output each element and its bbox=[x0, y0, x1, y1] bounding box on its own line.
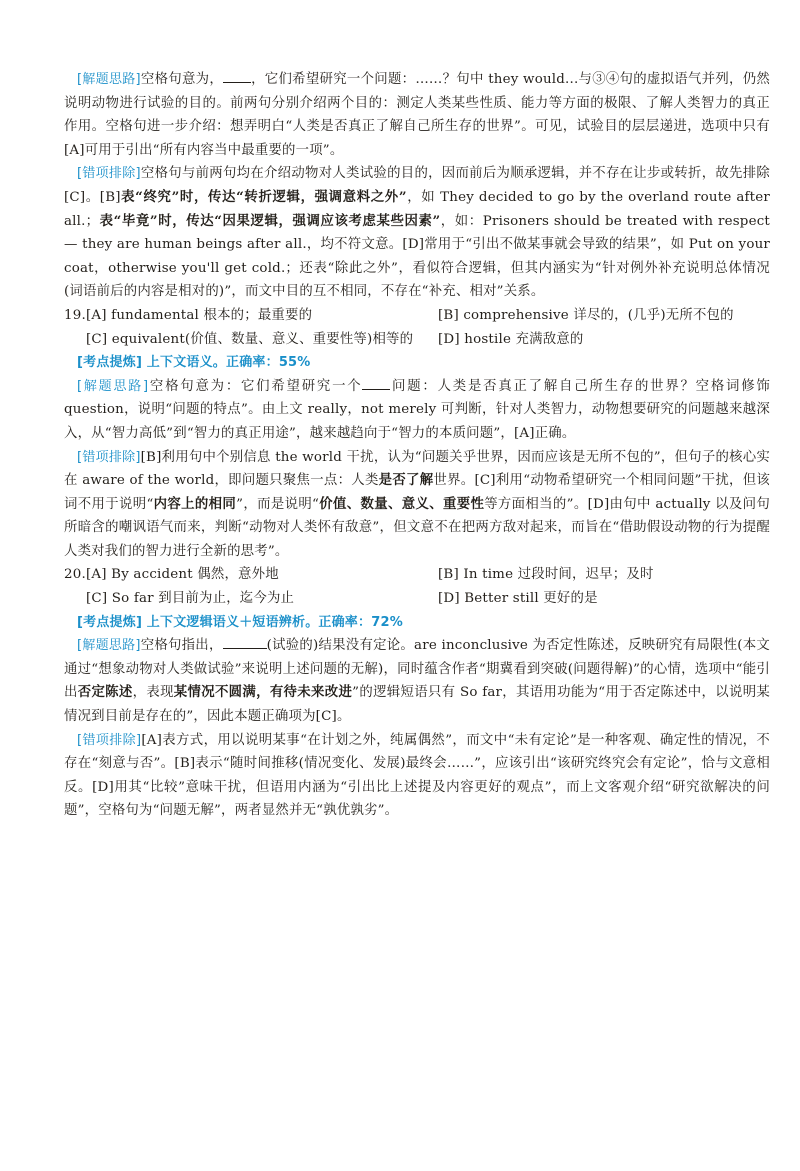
q20-options-row1 bbox=[64, 563, 770, 587]
option-d: [D] Better still 更好的是 bbox=[438, 591, 598, 607]
q20-options-row2 bbox=[86, 587, 770, 611]
q18-thought: [解题思路]空格句意为， ，它们希望研究一个问题：……？句中 they would...与③④句的虚拟语气并列，仍然说明动物进行试验的目的。前两句分别介绍两个目的：测定人类某些性质、能力等方面的极限、了解人类智力的真正作用。空格句进一步介绍：想弄明白“人类是否真正了解自己所生存的世界”。可见，试验目的层层递进，选项中只有[A]可用于引出“所有内容当中最重要的一项”。 bbox=[64, 68, 770, 162]
question-number: 19. bbox=[64, 307, 86, 323]
option-b: [B] In time 过段时间，迟早；及时 bbox=[438, 567, 654, 583]
tag-error: [错项排除] bbox=[77, 732, 142, 748]
option-c: [C] So far 到目前为止，迄今为止 bbox=[86, 591, 295, 607]
q19-options-row2 bbox=[86, 328, 770, 352]
tag-error: [错项排除] bbox=[77, 449, 141, 465]
tag-thought: [解题思路] bbox=[77, 72, 141, 87]
q20-error: [错项排除][A]表方式，用以说明某事“在计划之外，纯属偶然”，而文中“未有定论”是一种客观、确定性的情况，不存在“刻意与否”。[B]表示“随时间推移(情况变化、发展)最终会……”，应该引出“该研究终究会有定论”，恰与文意相反。[D]用其“比较”意味干扰，但语用内涵为“引出比上述提及内容更好的观点”，而上文客观介绍“研究欲解决的问题”，空格句为“问题无解”，两者显然并无“孰优孰劣”。 bbox=[64, 732, 770, 819]
q20-thought: [解题思路]空格句指出， (试验的)结果没有定论。are inconclusive 为否定性陈述，反映研究有局限性(本文通过“想象动物对人类做试验”来说明上述问题的无解)，同时蕴含作者“期冀看到突破(问题得解)”的心情，选项中“能引出否定陈述，表现某情况不圆满，有待未来改进”的逻辑短语只有 So far，其语用功能为“用于否定陈述中，以说明某情况到目前是存在的”，因此本题正确项为[C]。 bbox=[64, 634, 770, 728]
q19-error: [错项排除][B]利用句中个别信息 the world 干扰，认为“问题关乎世界，因而应该是无所不包的”，但句子的核心实在 aware of the world，即问题只聚焦一点：人类是否了解世界。[C]利用“动物希望研究一个相同问题”干扰，但该词不用于说明“内容上的相同”，而是说明“价值、数量、意义、重要性等方面相当的”。[D]由句中 actually 以及问句所暗含的嘲讽语气而来，判断“动物对人类怀有敌意”，但文意不在把两方敌对起来，而旨在“借助假设动物的行为提醒人类对我们的智力进行全新的思考”。 bbox=[64, 449, 771, 559]
tag-thought: [解题思路] bbox=[77, 378, 149, 394]
answer-blank bbox=[223, 634, 267, 649]
question-number: 20. bbox=[64, 567, 86, 583]
option-a: [A] fundamental 根本的；最重要的 bbox=[86, 307, 313, 323]
answer-blank bbox=[362, 375, 390, 390]
q18-error: [错项排除]空格句与前两句均在介绍动物对人类试验的目的，因而前后为顺承逻辑，并不存在让步或转折，故先排除[C]。[B]表“终究”时，传达“转折逻辑，强调意料之外”，如 They decided to go by the overland route after all.；表“毕竟”时，传达“因果逻辑，强调应该考虑某些因素”，如：Prisoners should be treated with respect — they are human beings after all.，均不符文意。[D]常用于“引出不做某事就会导致的结果”，如 Put on your coat，otherwise you'll get cold.；还表“除此之外”，看似符合逻辑，但其内涵实为“针对例外补充说明总体情况(词语前后的内容是相对的)”，而文中目的互不相同，不存在“补充、相对”关系。 bbox=[64, 166, 771, 300]
q19-options-row1 bbox=[64, 304, 770, 328]
q20-point: [考点提炼] 上下文逻辑语义＋短语辨析。正确率：72% bbox=[77, 614, 403, 630]
accuracy-rate: 72% bbox=[371, 614, 403, 630]
option-a: [A] By accident 偶然，意外地 bbox=[86, 567, 279, 583]
option-d: [D] hostile 充满敌意的 bbox=[438, 331, 584, 347]
tag-error: [错项排除] bbox=[77, 166, 141, 182]
option-b: [B] comprehensive 详尽的，(几乎)无所不包的 bbox=[438, 307, 734, 323]
answer-blank bbox=[223, 68, 251, 83]
q19-point: [考点提炼] 上下文语义。正确率：55% bbox=[77, 355, 311, 371]
q19-thought: [解题思路]空格句意为：它们希望研究一个 问题：人类是否真正了解自己所生存的世界？空格词修饰 question，说明“问题的特点”。由上文 really，not merely 可判断，针对人类智力，动物想要研究的问题越来越深入，从“智力高低”到“智力的真正用途”，越来越趋向于“智力的本质问题”，[A]正确。 bbox=[64, 375, 770, 446]
option-c: [C] equivalent(价值、数量、意义、重要性等)相等的 bbox=[86, 331, 414, 347]
accuracy-rate: 55% bbox=[278, 355, 311, 371]
tag-thought: [解题思路] bbox=[77, 638, 141, 654]
